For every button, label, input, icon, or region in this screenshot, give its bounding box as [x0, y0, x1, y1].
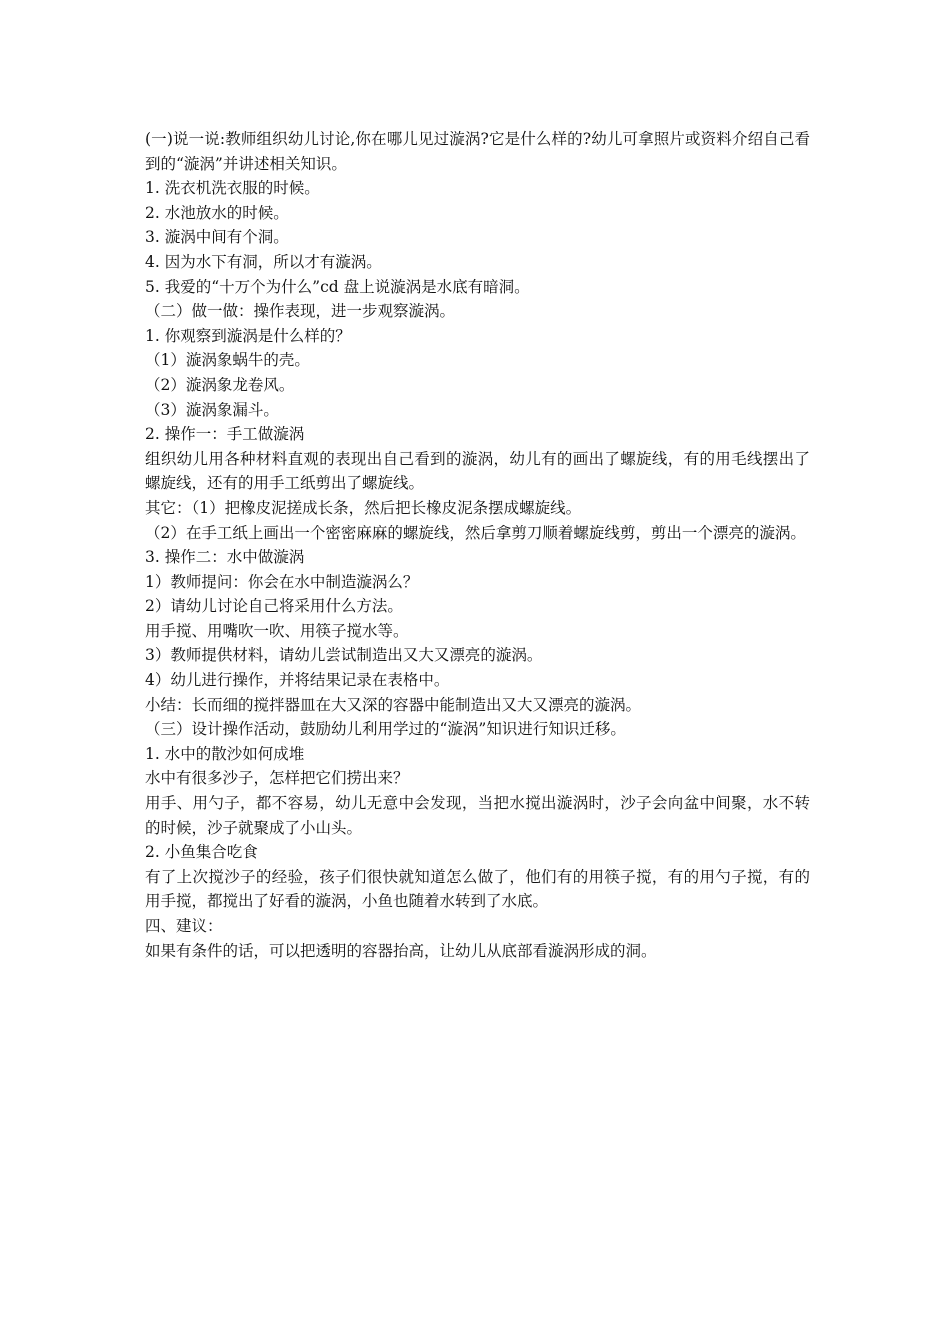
- list-item: 3）教师提供材料，请幼儿尝试制造出又大又漂亮的漩涡。: [145, 646, 543, 665]
- body-paragraph: 组织幼儿用各种材料直观的表现出自己看到的漩涡，幼儿有的画出了螺旋线，有的用毛线摆出了螺旋线，还有的用手工纸剪出了螺旋线。: [145, 449, 810, 493]
- intro-paragraph: (一)说一说:教师组织幼儿讨论,你在哪儿见过漩涡?它是什么样的?幼儿可拿照片或资料介绍自己看到的“漩涡”并讲述相关知识。: [145, 130, 810, 173]
- list-item: （2）漩涡象龙卷风。: [145, 375, 295, 394]
- section-heading: （二）做一做：操作表现，进一步观察漩涡。: [145, 302, 456, 321]
- list-item: 4）幼儿进行操作，并将结果记录在表格中。: [145, 671, 450, 690]
- list-item: 3. 漩涡中间有个洞。: [145, 228, 289, 247]
- list-item: （3）漩涡象漏斗。: [145, 400, 279, 419]
- summary-line: 小结：长而细的搅拌器皿在大又深的容器中能制造出又大又漂亮的漩涡。: [145, 695, 642, 714]
- document-body: [145, 127, 810, 963]
- body-paragraph: （2）在手工纸上画出一个密密麻麻的螺旋线，然后拿剪刀顺着螺旋线剪，剪出一个漂亮的漩涡。: [145, 523, 806, 542]
- list-item: 其它：（1）把橡皮泥搓成长条，然后把长橡皮泥条摆成螺旋线。: [145, 498, 582, 517]
- body-paragraph: 用手、用勺子，都不容易，幼儿无意中会发现，当把水搅出漩涡时，沙子会向盆中间聚，水不转的时候，沙子就聚成了小山头。: [145, 794, 810, 837]
- body-paragraph: 如果有条件的话，可以把透明的容器抬高，让幼儿从底部看漩涡形成的洞。: [145, 941, 657, 960]
- list-item: （1）漩涡象蜗牛的壳。: [145, 351, 310, 370]
- list-item: 2）请幼儿讨论自己将采用什么方法。: [145, 597, 403, 616]
- subsection-heading: 3. 操作二：水中做漩涡: [145, 548, 305, 567]
- list-item: 1. 你观察到漩涡是什么样的？: [145, 326, 351, 345]
- list-item: 用手搅、用嘴吹一吹、用筷子搅水等。: [145, 621, 409, 640]
- body-paragraph: 有了上次搅沙子的经验，孩子们很快就知道怎么做了，他们有的用筷子搅，有的用勺子搅，有的用手搅，都搅出了好看的漩涡，小鱼也随着水转到了水底。: [145, 867, 810, 911]
- subsection-heading: 2. 操作一：手工做漩涡: [145, 425, 305, 444]
- section-heading: 四、建议：: [145, 917, 223, 935]
- list-item: 2. 水池放水的时候。: [145, 203, 289, 222]
- subsection-heading: 2. 小鱼集合吃食: [145, 843, 258, 862]
- list-item: 4. 因为水下有洞，所以才有漩涡。: [145, 252, 382, 271]
- list-item: 水中有很多沙子，怎样把它们捞出来？: [145, 769, 409, 788]
- section-heading: （三）设计操作活动，鼓励幼儿利用学过的“漩涡”知识进行知识迁移。: [145, 720, 626, 739]
- list-item: 1）教师提问：你会在水中制造漩涡么？: [145, 572, 419, 591]
- list-item: 5. 我爱的“十万个为什么”cd 盘上说漩涡是水底有暗洞。: [145, 277, 530, 296]
- list-item: 1. 洗衣机洗衣服的时候。: [145, 179, 320, 198]
- subsection-heading: 1. 水中的散沙如何成堆: [145, 744, 305, 763]
